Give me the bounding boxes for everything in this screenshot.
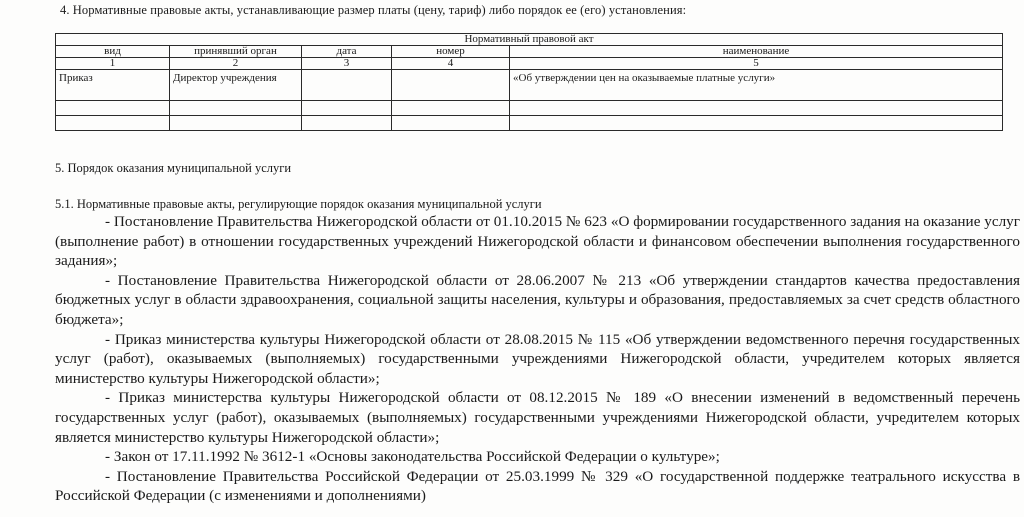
column-header: дата (302, 46, 392, 58)
table-cell (302, 70, 392, 101)
table-cell (56, 116, 170, 131)
table-cell (510, 101, 1003, 116)
list-item: - Закон от 17.11.1992 № 3612-1 «Основы законодательства Российской Федерации о культуре»; (105, 448, 720, 466)
column-header: принявший орган (170, 46, 302, 58)
normative-acts-table (55, 33, 1003, 131)
table-caption: Нормативный правовой акт (56, 34, 1003, 46)
acts-list (55, 212, 1020, 506)
table-cell (170, 116, 302, 131)
table-number-row (56, 58, 1003, 70)
table-cell (392, 70, 510, 101)
column-header: номер (392, 46, 510, 58)
section-4-title: 4. Нормативные правовые акты, устанавливающие размер платы (цену, тариф) либо порядок ее (его) установления: (60, 3, 687, 17)
column-number: 1 (56, 58, 170, 70)
column-header: наименование (510, 46, 1003, 58)
table-row (56, 70, 1003, 101)
table-header-row (56, 46, 1003, 58)
column-number: 3 (302, 58, 392, 70)
column-number: 4 (392, 58, 510, 70)
table-row-empty (56, 116, 1003, 131)
table-row-empty (56, 101, 1003, 116)
list-item: - Постановление Правительства Российской Федерации от 25.03.1999 № 329 «О государственной поддержке театрального искусства в Российской Федерации (с изменениями и дополнениями) (55, 467, 1020, 505)
section-5-1-title: 5.1. Нормативные правовые акты, регулирующие порядок оказания муниципальной услуги (55, 197, 542, 211)
table-cell (510, 116, 1003, 131)
table-cell: Приказ (56, 70, 170, 101)
section-5-title: 5. Порядок оказания муниципальной услуги (55, 161, 292, 175)
table-cell: Директор учреждения (170, 70, 302, 101)
column-number: 2 (170, 58, 302, 70)
table-cell (56, 101, 170, 116)
table-cell: «Об утверждении цен на оказываемые платные услуги» (510, 70, 1003, 101)
table-cell (392, 116, 510, 131)
table-cell (302, 101, 392, 116)
column-number: 5 (510, 58, 1003, 70)
list-item: - Приказ министерства культуры Нижегородской области от 08.12.2015 № 189 «О внесении изменений в ведомственный перечень государственных услуг (работ), оказываемых (выполняемых) государственными учреждениями Нижегородской области, учредителем которых является министерство культуры Нижегородской области»; (55, 389, 1020, 446)
list-item: - Приказ министерства культуры Нижегородской области от 28.08.2015 № 115 «Об утверждении ведомственного перечня государственных услуг (работ), оказываемых (выполняемых) государственными учреждениями Нижегородской области, учредителем которых является министерство культуры Нижегородской области»; (55, 330, 1020, 387)
table-cell (302, 116, 392, 131)
table-cell (170, 101, 302, 116)
table-cell (392, 101, 510, 116)
list-item: - Постановление Правительства Нижегородской области от 01.10.2015 № 623 «О формировании государственного задания на оказание услуг (выполнение работ) в отношении государственных учреждений Нижегородской области и финансовом обеспечении выполнения государственного задания»; (55, 213, 1020, 270)
list-item: - Постановление Правительства Нижегородской области от 28.06.2007 № 213 «Об утверждении стандартов качества предоставления бюджетных услуг в области здравоохранения, социальной защиты населения, культуры и образования, предоставляемых за счет средств областного бюджета»; (55, 271, 1020, 328)
column-header: вид (56, 46, 170, 58)
